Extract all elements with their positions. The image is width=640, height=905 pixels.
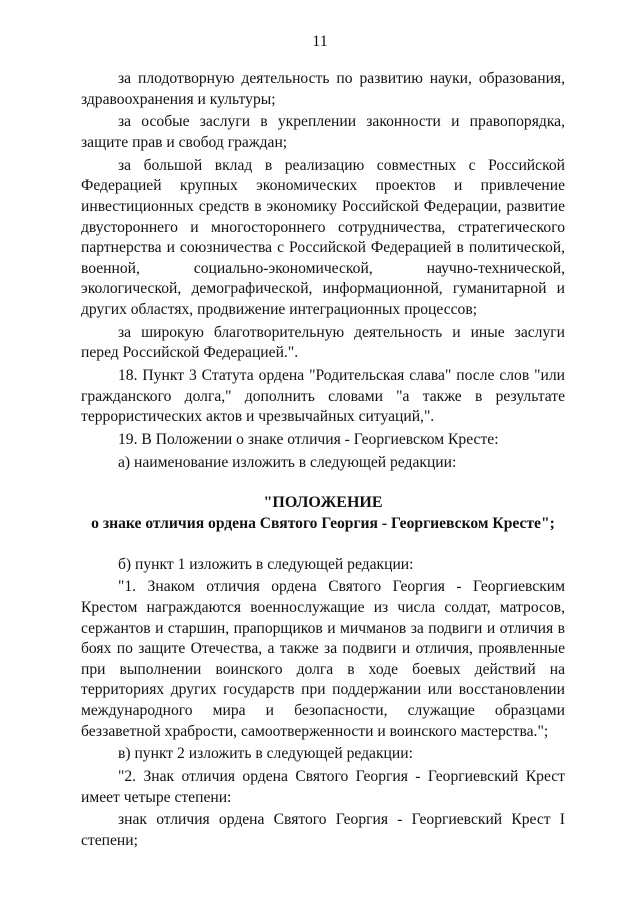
paragraph: в) пункт 2 изложить в следующей редакции:	[118, 745, 413, 763]
paragraph: а) наименование изложить в следующей редакции:	[118, 453, 457, 471]
page-number: 11	[312, 33, 328, 50]
document-body	[81, 69, 565, 852]
paragraph: 18. Пункт 3 Статута ордена "Родительская слава" после слов "или гражданского долга," дополнить словами "а также в результате террористических актов и чрезвычайных ситуаций,".	[81, 367, 565, 426]
section-heading-title: "ПОЛОЖЕНИЕ	[263, 494, 383, 512]
paragraph: за плодотворную деятельность по развитию науки, образования, здравоохранения и культуры;	[81, 70, 565, 108]
paragraph: "2. Знак отличия ордена Святого Георгия - Георгиевский Крест имеет четыре степени:	[81, 768, 565, 806]
paragraph: знак отличия ордена Святого Георгия - Георгиевский Крест I степени;	[81, 811, 565, 850]
paragraph: за особые заслуги в укреплении законности и правопорядка, защите прав и свобод граждан;	[81, 113, 565, 151]
paragraph: 19. В Положении о знаке отличия - Георгиевском Кресте:	[118, 431, 499, 449]
paragraph: "1. Знаком отличия ордена Святого Георгия - Георгиевским Крестом награждаются военнослужащие из числа солдат, матросов, сержантов и старшин, прапорщиков и мичманов за подвиги и отличия в боях по защите Отечества, а также за подвиги и отличия, проявленные при выполнении воинского долга в ходе боевых действий на территориях других государств при поддержании или восстановлении международного мира и безопасности, служащие образцами беззаветной храбрости, самоотверженности и воинского мастерства.";	[81, 578, 565, 740]
paragraph: б) пункт 1 изложить в следующей редакции:	[118, 555, 414, 573]
paragraph: за большой вклад в реализацию совместных с Российской Федерацией крупных экономических проектов и привлечение инвестиционных средств в экономику Российской Федерации, развитие двустороннего и многостороннего сотрудничества, стратегического партнерства и союзничества с Российской Федерацией в политической, военной, социально-экономической, научно-технической, экологической, демографической, информационной, гуманитарной и других областях, продвижение интеграционных процессов;	[81, 156, 565, 318]
paragraph: за широкую благотворительную деятельность и иные заслуги перед Российской Федерацией.".	[81, 323, 565, 362]
section-heading-subtitle: о знаке отличия ордена Святого Георгия - Георгиевском Кресте";	[91, 515, 555, 532]
